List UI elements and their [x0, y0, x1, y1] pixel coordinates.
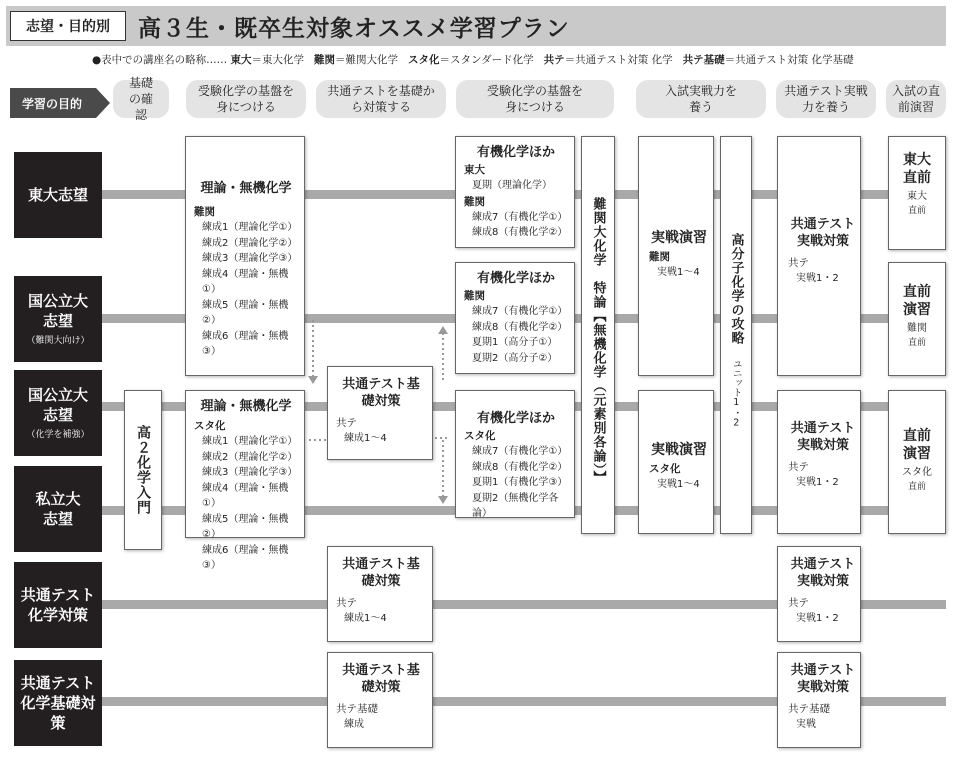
stage-label: 入試実戦力を養う — [665, 83, 738, 114]
course-title: 高分子化学の攻略 — [728, 233, 744, 345]
course-row5-practice[interactable] — [777, 546, 861, 642]
course-item: 実戦1～4 — [657, 479, 700, 491]
course-title: 直前演習 — [903, 284, 931, 319]
course-category: スタ化 — [902, 467, 932, 479]
goal-sub: （難関大向け） — [26, 336, 90, 347]
course-item: 練成6（理論・無機③） — [202, 544, 289, 572]
stage-basics — [113, 75, 169, 123]
goal-sub: （化学を補強） — [26, 430, 90, 441]
course-item: 実戦1・2 — [796, 613, 839, 625]
course-item: 練成7（有機化学①） — [472, 306, 568, 318]
course-organic-3[interactable] — [455, 390, 575, 518]
goal-label: 国公立大志望 — [27, 385, 88, 424]
course-special-inorganic[interactable] — [581, 136, 615, 534]
stage-foundation-2 — [456, 80, 614, 118]
course-intro[interactable] — [124, 390, 162, 550]
course-item: 夏期1（有機化学③） — [472, 477, 568, 489]
goal-private — [14, 466, 102, 552]
course-row6-practice[interactable] — [777, 652, 861, 748]
course-title: 実戦演習 — [651, 442, 707, 458]
course-category: 共テ基礎 — [336, 702, 378, 715]
course-category: スタ化 — [194, 419, 226, 432]
course-item: 直前 — [907, 337, 926, 348]
course-item: 練成1～4 — [344, 433, 387, 445]
goal-label: 国公立大志望 — [27, 291, 88, 330]
course-category: スタ化 — [649, 463, 681, 476]
course-item: 練成6（理論・無機③） — [202, 330, 289, 358]
course-organic-1[interactable] — [455, 136, 575, 248]
course-item: 実戦1～4 — [657, 267, 700, 279]
legend-full: ＝共通テスト対策 化学基礎 — [724, 54, 854, 66]
course-item: 練成7（有機化学①） — [472, 211, 568, 223]
course-final-hard[interactable] — [888, 262, 946, 376]
goal-label: 東大志望 — [27, 185, 88, 204]
course-final-standard[interactable] — [888, 390, 946, 534]
goal-label: 共通テスト化学対策 — [20, 585, 96, 624]
goal-todai — [14, 152, 102, 238]
course-item: 実戦1・2 — [796, 477, 839, 489]
stage-final — [886, 80, 946, 118]
course-title: 共通テスト基礎対策 — [342, 377, 420, 409]
course-item: 練成1～4 — [344, 613, 387, 625]
legend-abbr: 難関 — [314, 54, 336, 66]
stage-label: 入試の直前演習 — [892, 83, 941, 114]
legend-full: ＝難関大化学 — [335, 54, 399, 66]
course-item: 練成2（理論化学②） — [202, 451, 298, 463]
legend-abbr: 東大 — [230, 54, 252, 66]
course-row6-basic[interactable] — [327, 652, 433, 748]
course-title: 理論・無機化学 — [200, 181, 292, 196]
course-item: 夏期2（高分子②） — [472, 352, 558, 364]
course-item: 練成4（理論・無機①） — [202, 268, 289, 296]
legend-abbr: 共テ — [543, 54, 565, 66]
course-common-practice-lower[interactable] — [777, 390, 861, 534]
goal-label: 共通テスト化学基礎対策 — [20, 673, 96, 733]
course-title: 共通テスト実戦対策 — [790, 421, 856, 453]
course-item: 実戦1・2 — [796, 273, 839, 285]
goal-national-hard — [14, 276, 102, 362]
stage-label: 受験化学の基盤を身につける — [487, 83, 584, 114]
course-category: 難関 — [649, 251, 670, 264]
legend-full: ＝東大化学 — [251, 54, 305, 66]
abbreviation-legend — [92, 52, 854, 67]
course-title: 有機化学ほか — [476, 145, 555, 160]
course-category: 共テ — [336, 416, 357, 429]
course-item: 練成8（有機化学②） — [472, 461, 568, 473]
course-item: 夏期1（高分子①） — [472, 337, 558, 349]
course-category: 共テ基礎 — [788, 702, 830, 715]
course-common-basic-mid[interactable] — [327, 366, 433, 460]
course-theory-lower[interactable] — [185, 390, 305, 572]
stage-common-practice — [776, 80, 876, 118]
course-item: 練成5（理論・無機②） — [202, 299, 289, 327]
course-title: 有機化学ほか — [476, 411, 555, 426]
course-theory-upper[interactable] — [185, 136, 305, 376]
stage-label: 共通テストを基礎から対策する — [327, 83, 435, 114]
course-title: 有機化学ほか — [476, 271, 555, 286]
course-row5-basic[interactable] — [327, 546, 433, 642]
course-title: 共通テスト基礎対策 — [342, 663, 420, 695]
course-item: 練成7（有機化学①） — [472, 446, 568, 458]
course-title: 理論・無機化学 — [200, 399, 292, 414]
legend-abbr: スタ化 — [408, 54, 440, 66]
stage-label: 基礎の確認 — [128, 75, 153, 123]
purpose-label: 学習の目的 — [21, 97, 82, 111]
course-item: 練成8（有機化学②） — [472, 321, 568, 333]
course-category: 難関 — [194, 205, 215, 218]
course-item: 練成2（理論化学②） — [202, 237, 298, 249]
stage-common-basic — [316, 80, 446, 118]
course-title: 共通テスト実戦対策 — [790, 663, 856, 695]
course-title: 直前演習 — [903, 428, 931, 463]
legend-full: ＝共通テスト対策 化学 — [564, 54, 673, 66]
course-common-practice-upper[interactable] — [777, 136, 861, 376]
legend-full: ＝スタンダード化学 — [439, 54, 534, 66]
course-title: 共通テスト基礎対策 — [342, 557, 420, 589]
course-title: 東大直前 — [903, 152, 931, 187]
course-polymer[interactable] — [720, 136, 752, 534]
course-item: 夏期2（無機化学各論） — [472, 492, 559, 520]
legend-prefix: ●表中での講座名の略称…… — [92, 54, 228, 66]
stage-foundation-1 — [186, 80, 306, 118]
header-tag: 志望・目的別 — [10, 11, 126, 41]
course-category: 東大 — [907, 191, 927, 203]
course-title: 実戦演習 — [651, 230, 707, 246]
course-item: 直前 — [907, 205, 926, 216]
course-item: 練成3（理論化学③） — [202, 253, 298, 265]
course-item: 練成1（理論化学①） — [202, 436, 298, 448]
stage-label: 受験化学の基盤を身につける — [198, 83, 295, 114]
legend-abbr: 共テ基礎 — [682, 54, 725, 66]
page-title: 高３生・既卒生対象オススメ学習プラン — [138, 16, 570, 42]
course-title: 高２化学入門 — [135, 425, 151, 515]
goal-common — [14, 562, 102, 648]
course-item: 練成 — [344, 719, 364, 731]
course-item: 練成3（理論化学③） — [202, 467, 298, 479]
course-title: 共通テスト実戦対策 — [790, 217, 856, 249]
course-category: 難関 — [464, 289, 485, 302]
course-title: 共通テスト実戦対策 — [790, 557, 856, 589]
course-category: 共テ — [788, 596, 809, 609]
course-title: 難関大化学 特論【無機化学（元素別各論）】 — [590, 197, 606, 485]
course-item: 実戦 — [796, 719, 816, 731]
course-item: 練成8（有機化学②） — [472, 227, 568, 239]
course-category: 共テ — [336, 596, 357, 609]
course-category: 東大 — [464, 163, 485, 176]
course-item: 夏期（理論化学） — [472, 180, 552, 192]
course-item: 練成1（理論化学①） — [202, 222, 298, 234]
goal-common-basic — [14, 660, 102, 746]
course-practice-upper[interactable] — [638, 136, 714, 376]
course-item: 直前 — [907, 481, 926, 492]
stage-label: 共通テスト実戦力を養う — [784, 83, 868, 114]
stage-practice — [636, 80, 766, 118]
course-item: 練成4（理論・無機①） — [202, 482, 289, 510]
course-category: 難関 — [907, 323, 927, 335]
course-category: スタ化 — [464, 429, 496, 442]
course-organic-2[interactable] — [455, 262, 575, 374]
course-item: ユニット1・2 — [730, 359, 742, 429]
goal-label: 私立大志望 — [35, 489, 81, 528]
course-category: 共テ — [788, 256, 809, 269]
course-item: 練成5（理論・無機②） — [202, 513, 289, 541]
course-category: 共テ — [788, 460, 809, 473]
course-category: 難関 — [464, 195, 485, 208]
course-final-todai[interactable] — [888, 136, 946, 250]
course-practice-lower[interactable] — [638, 390, 714, 534]
goal-national — [14, 370, 102, 456]
